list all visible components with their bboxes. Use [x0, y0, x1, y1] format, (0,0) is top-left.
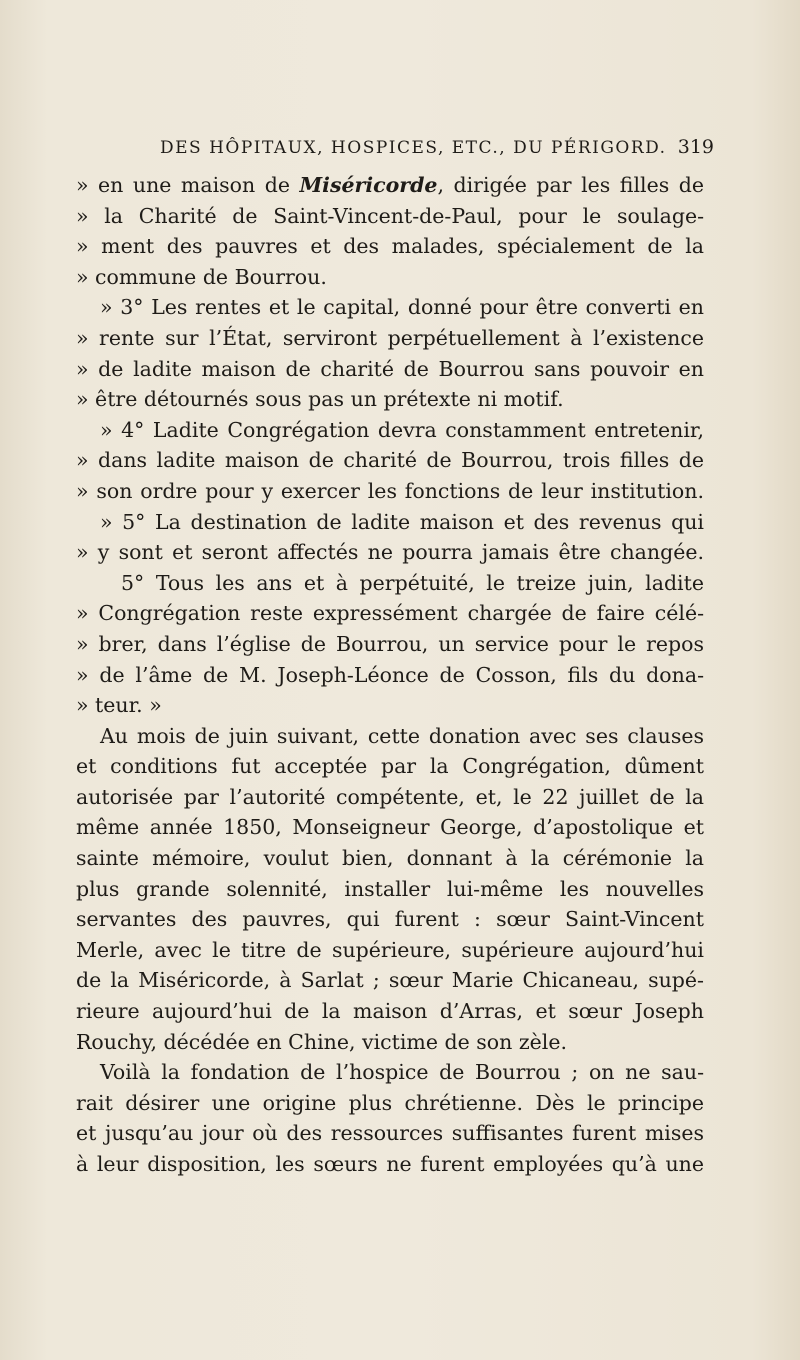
italic-term: Miséricorde: [299, 173, 438, 197]
text-line: » Congrégation reste expressément chargée de faire célé-: [76, 601, 704, 626]
text-line: » rente sur l’État, serviront perpétuellement à l’existence: [76, 325, 704, 350]
text-line: 5° Tous les ans et à perpétuité, le treize juin, ladite: [121, 570, 704, 595]
text-line: » être détournés sous pas un prétexte ni motif.: [76, 387, 564, 412]
text-line: même année 1850, Monseigneur George, d’apostolique et: [76, 815, 704, 840]
text-line: » la Charité de Saint-Vincent-de-Paul, pour le soulage-: [76, 203, 704, 228]
text-line: » 4° Ladite Congrégation devra constamment entretenir,: [100, 417, 704, 442]
text-line: » ment des pauvres et des malades, spécialement de la: [76, 234, 704, 259]
text-line: » teur. »: [76, 693, 162, 718]
text-line: » de l’âme de M. Joseph-Léonce de Cosson, fils du dona-: [76, 662, 704, 687]
text-line: » dans ladite maison de charité de Bourrou, trois filles de: [76, 448, 704, 473]
running-title: DES HÔPITAUX, HOSPICES, ETC., DU PÉRIGORD.: [160, 138, 667, 158]
text-line: et jusqu’au jour où des ressources suffisantes furent mises: [76, 1121, 704, 1146]
text-line: » de ladite maison de charité de Bourrou sans pouvoir en: [76, 356, 704, 381]
text-line: plus grande solennité, installer lui-même les nouvelles: [76, 876, 704, 901]
body-text: [76, 170, 704, 1180]
text-line: Au mois de juin suivant, cette donation avec ses clauses: [100, 723, 704, 748]
text-line: autorisée par l’autorité compétente, et, le 22 juillet de la: [76, 784, 704, 809]
text-line: » commune de Bourrou.: [76, 264, 327, 289]
text-line: rieure aujourd’hui de la maison d’Arras, et sœur Joseph: [76, 999, 704, 1024]
running-header: [160, 136, 714, 158]
text-line: » y sont et seront affectés ne pourra jamais être changée.: [76, 540, 704, 565]
text-line: Merle, avec le titre de supérieure, supérieure aujourd’hui: [76, 937, 704, 962]
text-line: et conditions fut acceptée par la Congrégation, dûment: [76, 754, 704, 779]
text-line: » brer, dans l’église de Bourrou, un service pour le repos: [76, 631, 704, 656]
text-line: Voilà la fondation de l’hospice de Bourrou ; on ne sau-: [100, 1060, 704, 1085]
text-line: à leur disposition, les sœurs ne furent employées qu’à une: [76, 1152, 704, 1176]
text-line: servantes des pauvres, qui furent : sœur Saint-Vincent: [76, 907, 704, 932]
text-line: sainte mémoire, voulut bien, donnant à la cérémonie la: [76, 846, 704, 871]
page-number: 319: [677, 136, 714, 158]
text-line: » 3° Les rentes et le capital, donné pour être converti en: [100, 295, 704, 320]
text-line: rait désirer une origine plus chrétienne. Dès le principe: [76, 1090, 704, 1115]
text-line: de la Miséricorde, à Sarlat ; sœur Marie Chicaneau, supé-: [76, 968, 704, 993]
text-line: » 5° La destination de ladite maison et des revenus qui: [100, 509, 704, 534]
text-line: » son ordre pour y exercer les fonctions de leur institution.: [76, 478, 704, 503]
text-line: Rouchy, décédée en Chine, victime de son zèle.: [76, 1029, 567, 1054]
text-line: » en une maison de Miséricorde, dirigée par les filles de: [76, 173, 704, 197]
